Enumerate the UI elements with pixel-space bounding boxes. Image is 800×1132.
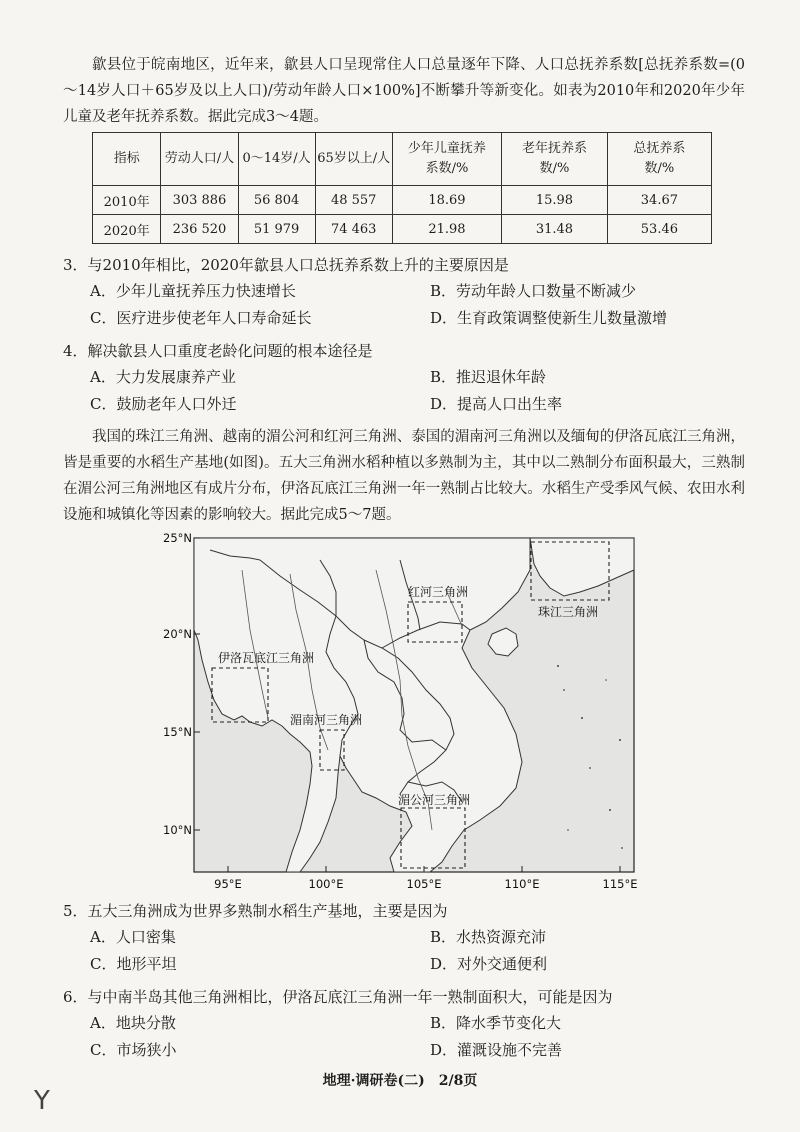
option-b: B．推迟退休年龄 [430, 368, 547, 386]
option-a: A．人口密集 [90, 928, 176, 946]
corner-mark: Y [34, 1086, 50, 1116]
intro-paragraph-2: 我国的珠江三角洲、越南的湄公河和红河三角洲、泰国的湄南河三角洲以及缅甸的伊洛瓦底江三角洲，皆是重要的水稻生产基地(如图)。五大三角洲水稻种植以多熟制为主，其中以二熟制分布面积最大，三熟制在湄公河三角洲地区有成片分布，伊洛瓦底江三角洲一年一熟制占比较大。水稻生产受季风气候、农田水利设施和城镇化等因素的影响较大。据此完成5～7题。 [63, 429, 745, 523]
lat-label-10: 10°N [163, 823, 192, 837]
table-cell: 74 463 [315, 215, 392, 244]
option-d: D．提高人口出生率 [430, 395, 563, 413]
option-c: C．地形平坦 [90, 955, 177, 973]
table-cell: 236 520 [161, 215, 238, 244]
table-header-cell: 劳动人口/人 [161, 133, 238, 186]
delta-map-figure [150, 530, 650, 892]
option-d: D．灌溉设施不完善 [430, 1041, 563, 1059]
table-header-cell: 65岁以上/人 [315, 133, 392, 186]
table-cell: 15.98 [502, 186, 608, 215]
delta-map [150, 530, 650, 892]
question-4 [63, 338, 743, 418]
meigong-delta-label: 湄公河三角洲 [398, 793, 471, 807]
table-header-row [93, 133, 712, 186]
page-footer: 地理·调研卷(二) 2/8页 [322, 1073, 478, 1089]
question-stem: 4．解决歙县人口重度老龄化问题的根本途径是 [63, 342, 373, 360]
option-c: C．医疗进步使老年人口寿命延长 [90, 309, 312, 327]
table-header-cell: 少年儿童抚养系数/% [392, 133, 501, 186]
lat-label-15: 15°N [163, 725, 192, 739]
option-a: A．少年儿童抚养压力快速增长 [90, 282, 296, 300]
lon-label-95: 95°E [214, 877, 242, 891]
table-cell: 21.98 [392, 215, 501, 244]
question-3 [63, 252, 743, 332]
table-cell: 31.48 [502, 215, 608, 244]
table-cell: 48 557 [315, 186, 392, 215]
lon-label-115: 115°E [602, 877, 638, 891]
option-b: B．劳动年龄人口数量不断减少 [430, 282, 637, 300]
option-c: C．市场狭小 [90, 1041, 177, 1059]
zhujiang-delta-label: 珠江三角洲 [538, 605, 599, 619]
yiluowadi-delta-label: 伊洛瓦底江三角洲 [218, 651, 315, 665]
option-b: B．水热资源充沛 [430, 928, 547, 946]
honghe-delta-label: 红河三角洲 [408, 585, 469, 599]
lat-label-20: 20°N [163, 627, 192, 641]
table-cell: 51 979 [238, 215, 315, 244]
table-cell: 34.67 [607, 186, 711, 215]
table-cell: 303 886 [161, 186, 238, 215]
option-c: C．鼓励老年人口外迁 [90, 395, 237, 413]
table-header-cell: 总抚养系数/% [607, 133, 711, 186]
option-b: B．降水季节变化大 [430, 1014, 562, 1032]
option-a: A．地块分散 [90, 1014, 176, 1032]
option-a: A．大力发展康养产业 [90, 368, 236, 386]
table-row [93, 186, 712, 215]
lon-label-105: 105°E [406, 877, 442, 891]
table-header-cell: 0～14岁/人 [238, 133, 315, 186]
question-stem: 5．五大三角洲成为世界多熟制水稻生产基地，主要是因为 [63, 902, 448, 920]
question-stem: 3．与2010年相比，2020年歙县人口总抚养系数上升的主要原因是 [63, 256, 509, 274]
lon-label-100: 100°E [308, 877, 344, 891]
table-row [93, 215, 712, 244]
intro-paragraph-1: 歙县位于皖南地区，近年来，歙县人口呈现常住人口总量逐年下降、人口总抚养系数[总抚养系数=(0～14岁人口＋65岁及以上人口)/劳动年龄人口×100%]不断攀升等新变化。如表为2010年和2020年少年儿童及老年抚养系数。据此完成3～4题。 [63, 57, 745, 125]
table-cell: 2010年 [93, 186, 161, 215]
table-cell: 2020年 [93, 215, 161, 244]
table-header-cell: 老年抚养系数/% [502, 133, 608, 186]
meinan-delta-label: 湄南河三角洲 [290, 713, 363, 727]
table-cell: 56 804 [238, 186, 315, 215]
option-d: D．生育政策调整使新生儿数量激增 [430, 309, 668, 327]
question-6 [63, 984, 743, 1064]
table-cell: 18.69 [392, 186, 501, 215]
dependency-ratio-table [92, 132, 712, 244]
lat-label-25: 25°N [163, 531, 192, 545]
table-cell: 53.46 [607, 215, 711, 244]
table-header-cell: 指标 [93, 133, 161, 186]
lon-label-110: 110°E [504, 877, 540, 891]
option-d: D．对外交通便利 [430, 955, 548, 973]
question-5 [63, 898, 743, 978]
question-stem: 6．与中南半岛其他三角洲相比，伊洛瓦底江三角洲一年一熟制面积大，可能是因为 [63, 988, 613, 1006]
